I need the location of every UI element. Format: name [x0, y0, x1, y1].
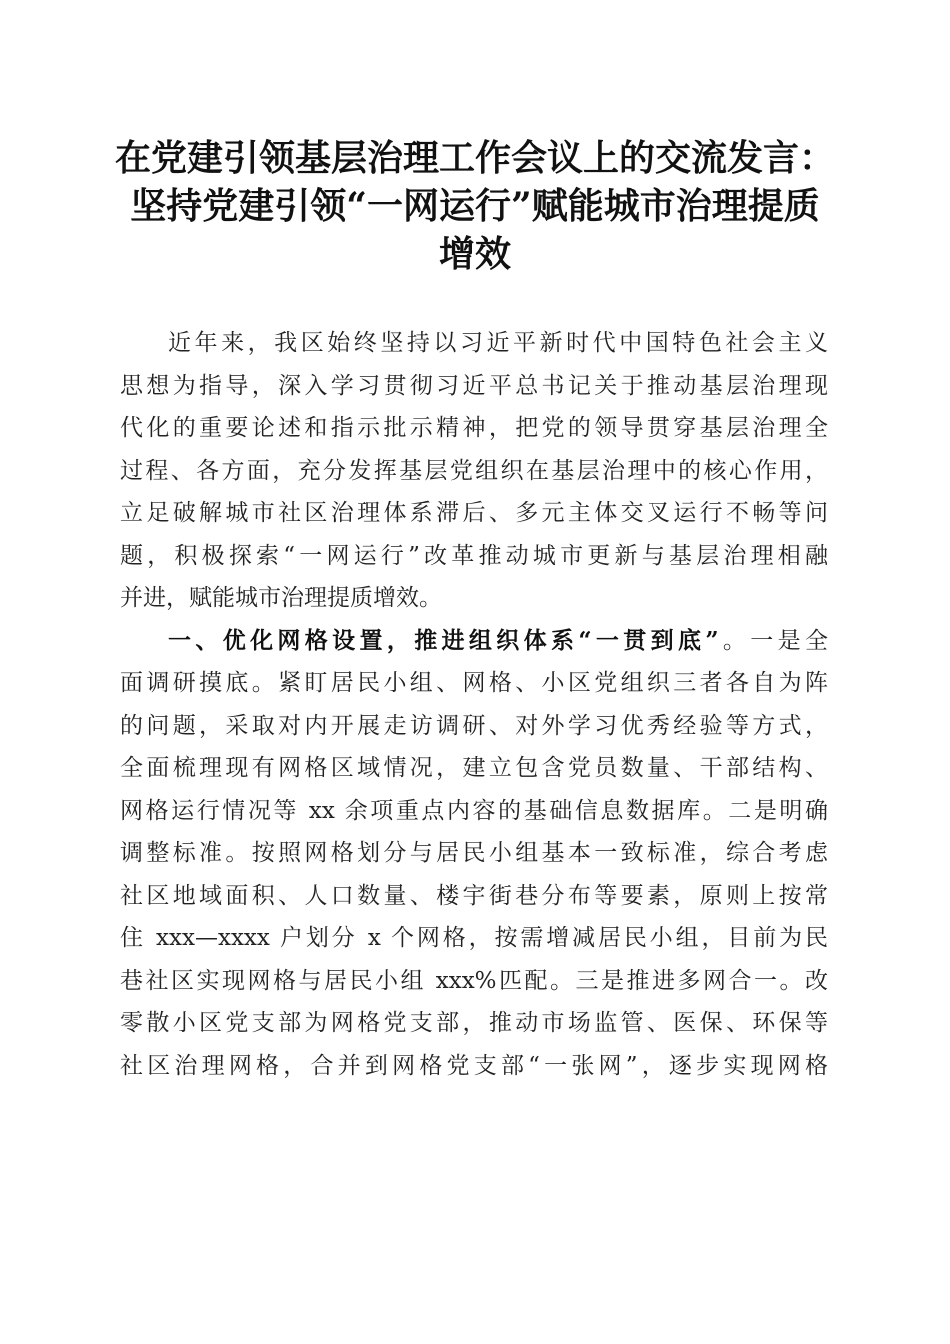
paragraph-2-line-10: 零散小区党支部为网格党支部，推动市场监管、医保、环保等 [120, 1010, 828, 1036]
paragraph-2-line-5: 网格运行情况等 xx 余项重点内容的基础信息数据库。二是明确 [120, 797, 828, 824]
paragraph-2-line-7: 社区地域面积、人口数量、楼宇街巷分布等要素，原则上按常 [120, 882, 828, 909]
paragraph-2-line-1 [120, 620, 828, 663]
paragraph-2-line-2: 面调研摸底。紧盯居民小组、网格、小区党组织三者各自为阵 [120, 670, 828, 696]
paragraph-1-line-2: 思想为指导，深入学习贯彻习近平总书记关于推动基层治理现 [120, 372, 828, 399]
paragraph-1-line-1: 近年来，我区始终坚持以习近平新时代中国特色社会主义 [168, 330, 828, 356]
title-line-1: 在党建引领基层治理工作会议上的交流发言： [114, 137, 835, 179]
section-heading: 一、优化网格设置，推进组织体系“一贯到底” [168, 626, 719, 654]
document-title [100, 134, 850, 278]
paragraph-2-line-11: 社区治理网格，合并到网格党支部“一张网”，逐步实现网格 [120, 1052, 828, 1079]
paragraph-2-line-6: 调整标准。按照网格划分与居民小组基本一致标准，综合考虑 [120, 840, 828, 866]
paragraph-1-line-7: 并进，赋能城市治理提质增效。 [120, 585, 442, 611]
paragraph-1-line-5: 立足破解城市社区治理体系滞后、多元主体交叉运行不畅等问 [120, 500, 828, 526]
paragraph-2-line-9: 巷社区实现网格与居民小组 xxx%匹配。三是推进多网合一。改 [120, 967, 828, 994]
title-line-3: 增效 [438, 233, 511, 275]
paragraph-1-line-3: 代化的重要论述和指示批示精神，把党的领导贯穿基层治理全 [120, 415, 828, 441]
paragraph-1-line-6: 题，积极探索“一网运行”改革推动城市更新与基层治理相融 [120, 542, 828, 569]
title-line-2: 坚持党建引领“一网运行”赋能城市治理提质 [130, 185, 820, 227]
paragraph-2-line-3: 的问题，采取对内开展走访调研、对外学习优秀经验等方式， [120, 712, 828, 739]
document-body [120, 322, 828, 1087]
paragraph-1-line-4: 过程、各方面，充分发挥基层党组织在基层治理中的核心作用， [120, 457, 828, 484]
paragraph-2-line-4: 全面梳理现有网格区域情况，建立包含党员数量、干部结构、 [120, 755, 828, 781]
paragraph-2-line-1-rest: 。一是全 [718, 627, 828, 654]
paragraph-2-line-8: 住 xxx—xxxx 户划分 x 个网格，按需增减居民小组，目前为民 [120, 925, 828, 951]
